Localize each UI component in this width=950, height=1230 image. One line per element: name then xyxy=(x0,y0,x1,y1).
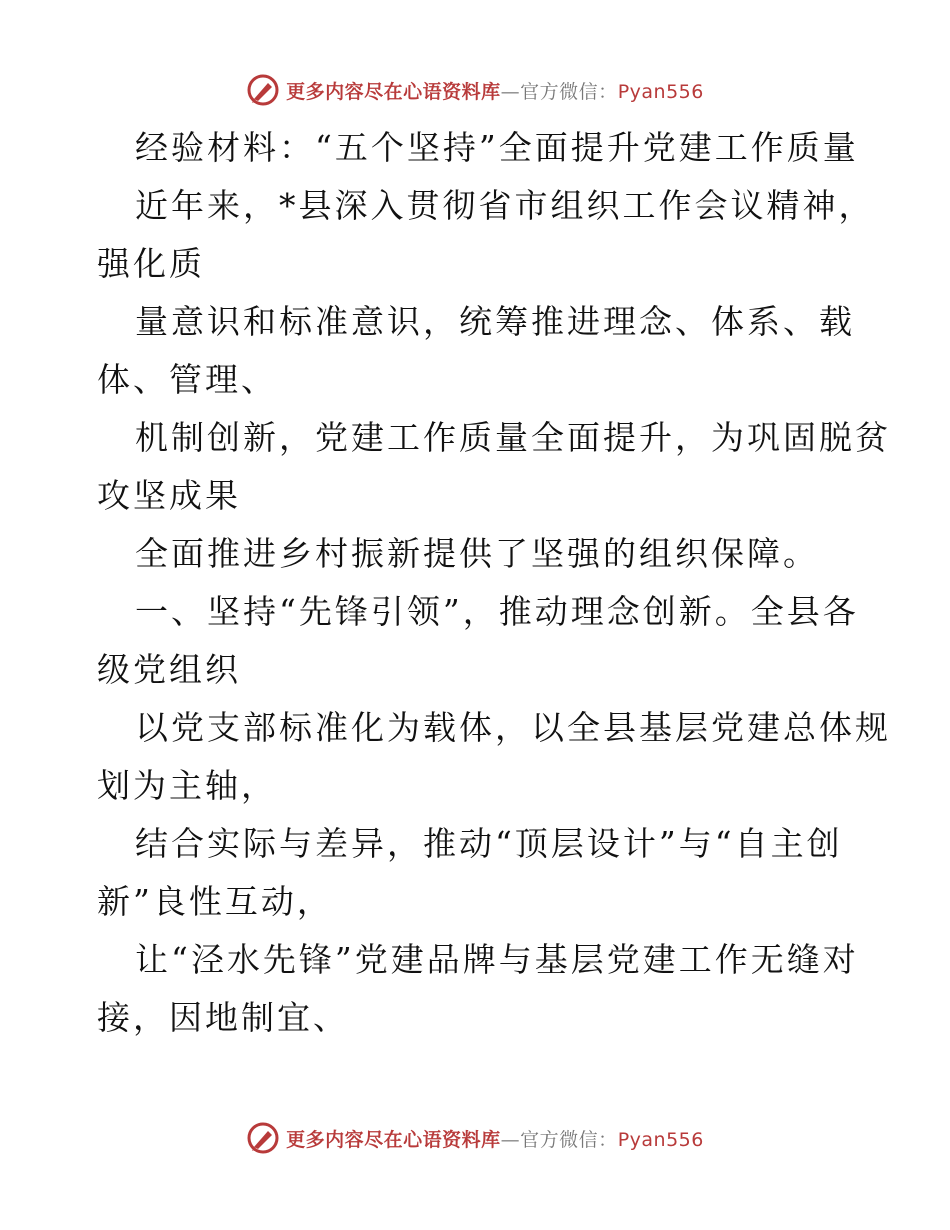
text-line: 让“泾水先锋”党建品牌与基层党建工作无缝对 xyxy=(135,940,859,979)
watermark-official: 官方微信： xyxy=(520,80,618,103)
text-line: 体、管理、 xyxy=(97,360,277,399)
watermark-official: 官方微信： xyxy=(520,1128,618,1151)
footer-watermark xyxy=(0,1118,950,1158)
document-body xyxy=(97,119,891,1047)
text-line: 机制创新，党建工作质量全面提升，为巩固脱贫 xyxy=(135,418,891,457)
text-line: 新”良性互动， xyxy=(97,882,333,921)
text-line: 近年来，*县深入贯彻省市组织工作会议精神， xyxy=(135,186,875,225)
pen-logo-icon xyxy=(246,73,280,107)
header-watermark xyxy=(0,70,950,110)
text-line: 以党支部标准化为载体，以全县基层党建总体规 xyxy=(135,708,891,747)
watermark-brand: 更多内容尽在心语资料库 xyxy=(286,80,501,103)
text-line: 结合实际与差异，推动“顶层设计”与“自主创 xyxy=(135,824,843,863)
watermark-text xyxy=(286,1125,704,1152)
text-line: 量意识和标准意识，统筹推进理念、体系、载 xyxy=(135,302,855,341)
watermark-text xyxy=(286,77,704,104)
text-line: 一、坚持“先锋引领”，推动理念创新。全县各 xyxy=(135,592,859,631)
pen-logo-icon xyxy=(246,1121,280,1155)
watermark-dash: — xyxy=(500,1128,521,1151)
watermark-brand: 更多内容尽在心语资料库 xyxy=(286,1128,501,1151)
text-line: 全面推进乡村振新提供了坚强的组织保障。 xyxy=(135,534,819,573)
text-line: 划为主轴， xyxy=(97,766,277,805)
text-line: 级党组织 xyxy=(97,650,241,689)
text-line: 攻坚成果 xyxy=(97,476,241,515)
text-line: 经验材料：“五个坚持”全面提升党建工作质量 xyxy=(135,128,859,167)
text-line: 强化质 xyxy=(97,244,205,283)
watermark-dash: — xyxy=(500,80,521,103)
text-line: 接，因地制宜、 xyxy=(97,998,349,1037)
watermark-id: Pyan556 xyxy=(617,1128,704,1151)
watermark-id: Pyan556 xyxy=(617,80,704,103)
